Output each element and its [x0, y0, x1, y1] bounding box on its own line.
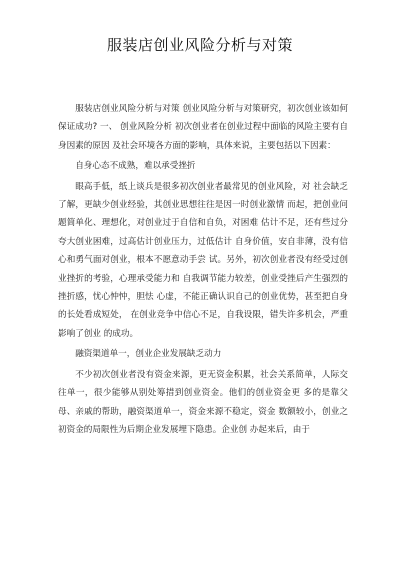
section-heading-financing: 融资渠道单一，创业企业发展缺乏动力: [75, 349, 222, 360]
paragraph-financing: 不少初次创业者没有资金来源，更无资金积累，社会关系简单，人际交往单一，很少能够从别处筹措到创业资金。他们的创业资金更 多的是靠父母、亲戚的帮助，融资渠道单一，资金来源不稳定，资金 数额较小，创业之初资金的局限性为后期企业发展埋下隐患。企业创 办起来后，由于: [58, 369, 348, 435]
document-body: [58, 100, 348, 439]
paragraph-mindset: 眼高手低，纸上谈兵是很多初次创业者最常见的创业风险，对 社会缺乏了解，更缺少创业经验，其创业思想往往是因一时创业激情 而起，把创业问题简单化、理想化，对创业过于自信和自负，对困难 估计不足，还有些过分夸大创业困难，过高估计创业压力，过低估计 自身价值，安自非薄，没有信心和勇气面对创业，根本不愿意动手尝 试。另外，初次创业者没有经受过创业挫折的考验，心理承受能力和 自我调节能力较差，创业受挫后产生强烈的挫折感，忧心忡忡，胆怯 心虚，不能正确认识自己的创业优势，甚至把自身的长处看成短处， 在创业竞争中信心不足，自我设限，错失许多机会，严重影响了创业 的成功。: [58, 181, 348, 339]
section-heading-mindset: 自身心态不成熟，难以承受挫折: [75, 161, 196, 172]
document-title: 服装店创业风险分析与对策: [106, 36, 293, 54]
paragraph-intro: 服装店创业风险分析与对策 创业风险分析与对策研究，初次创业该如何保证成功? 一、 创业风险分析 初次创业者在创业过程中面临的风险主要有自身因素的原因 及社会环境各方面的影响，具体来说，主要包括以下因素：: [58, 104, 348, 151]
